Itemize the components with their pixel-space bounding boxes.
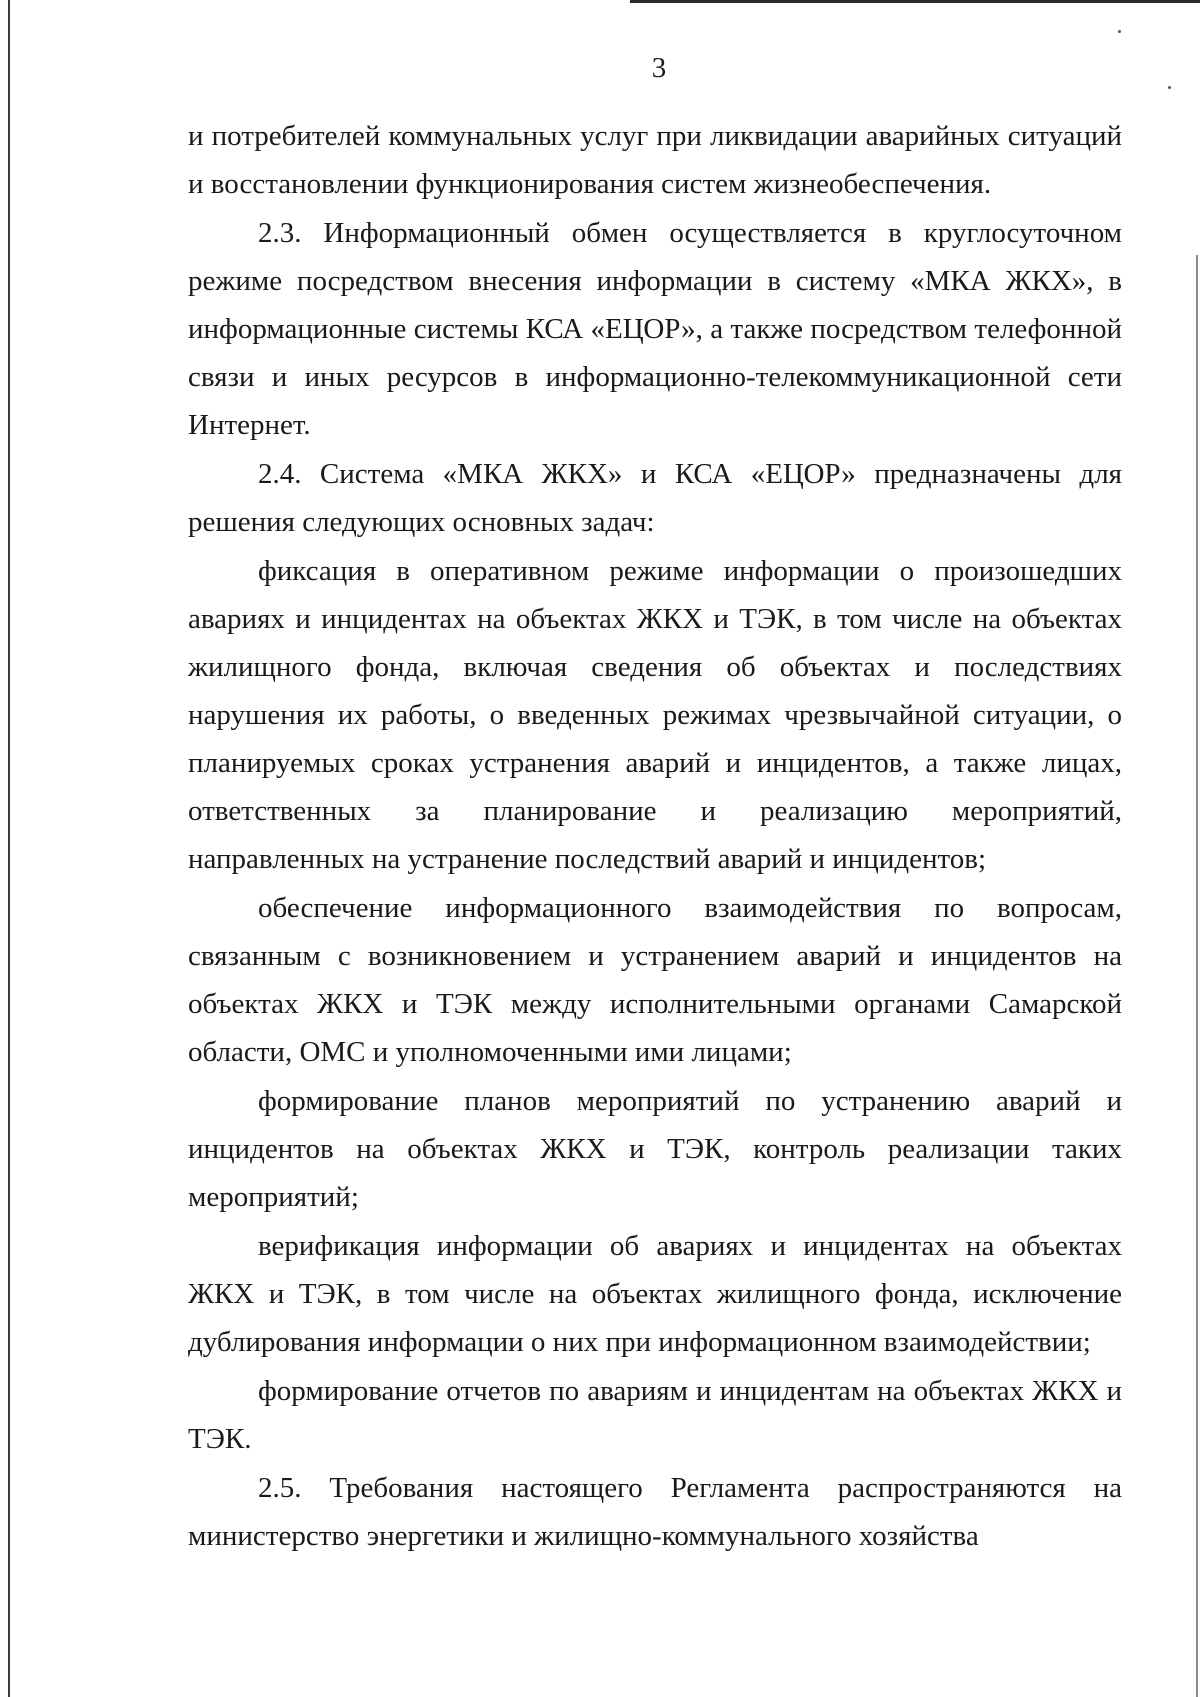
paragraph-2-5: 2.5. Требования настоящего Регламента распространяются на министерство энергетики и жилищно-коммунального хозяйства bbox=[188, 1472, 1122, 1552]
scan-speck bbox=[1118, 30, 1121, 33]
scan-edge-left bbox=[8, 0, 10, 1697]
task-item-recording: фиксация в оперативном режиме информации о произошедших авариях и инцидентах на объектах ЖКХ и ТЭК, в том числе на объектах жилищного фонда, включая сведения об объектах и последствиях нарушения их работы, о введенных режимах чрезвычайной ситуации, о планируемых сроках устранения аварий и инцидентов, а также лицах, ответственных за планирование и реализацию мероприятий, направленных на устранение последствий аварий и инцидентов; bbox=[188, 555, 1122, 875]
task-item-interaction: обеспечение информационного взаимодействия по вопросам, связанным с возникновением и устранением аварий и инцидентов на объектах ЖКХ и ТЭК между исполнительными органами Самарской области, ОМС и уполномоченными ими лицами; bbox=[188, 892, 1122, 1068]
task-item-verification: верификация информации об авариях и инцидентах на объектах ЖКХ и ТЭК, в том числе на объектах жилищного фонда, исключение дублирования информации о них при информационном взаимодействии; bbox=[188, 1230, 1122, 1358]
paragraph-2-4: 2.4. Система «МКА ЖКХ» и КСА «ЕЦОР» предназначены для решения следующих основных задач: bbox=[188, 458, 1122, 538]
document-body bbox=[188, 112, 1122, 1561]
scan-speck bbox=[1168, 86, 1171, 89]
task-item-reports: формирование отчетов по авариям и инцидентам на объектах ЖКХ и ТЭК. bbox=[188, 1375, 1122, 1455]
scan-edge-top bbox=[630, 0, 1200, 3]
paragraph-continuation: и потребителей коммунальных услуг при ликвидации аварийных ситуаций и восстановлении функционирования систем жизнеобеспечения. bbox=[188, 120, 1122, 200]
scan-edge-right bbox=[1196, 255, 1198, 1697]
task-item-planning: формирование планов мероприятий по устранению аварий и инцидентов на объектах ЖКХ и ТЭК, контроль реализации таких мероприятий; bbox=[188, 1085, 1122, 1213]
paragraph-2-3: 2.3. Информационный обмен осуществляется в круглосуточном режиме посредством внесения информации в систему «МКА ЖКХ», в информационные системы КСА «ЕЦОР», а также посредством телефонной связи и иных ресурсов в информационно-телекоммуникационной сети Интернет. bbox=[188, 217, 1122, 441]
page-number: 3 bbox=[651, 52, 667, 84]
